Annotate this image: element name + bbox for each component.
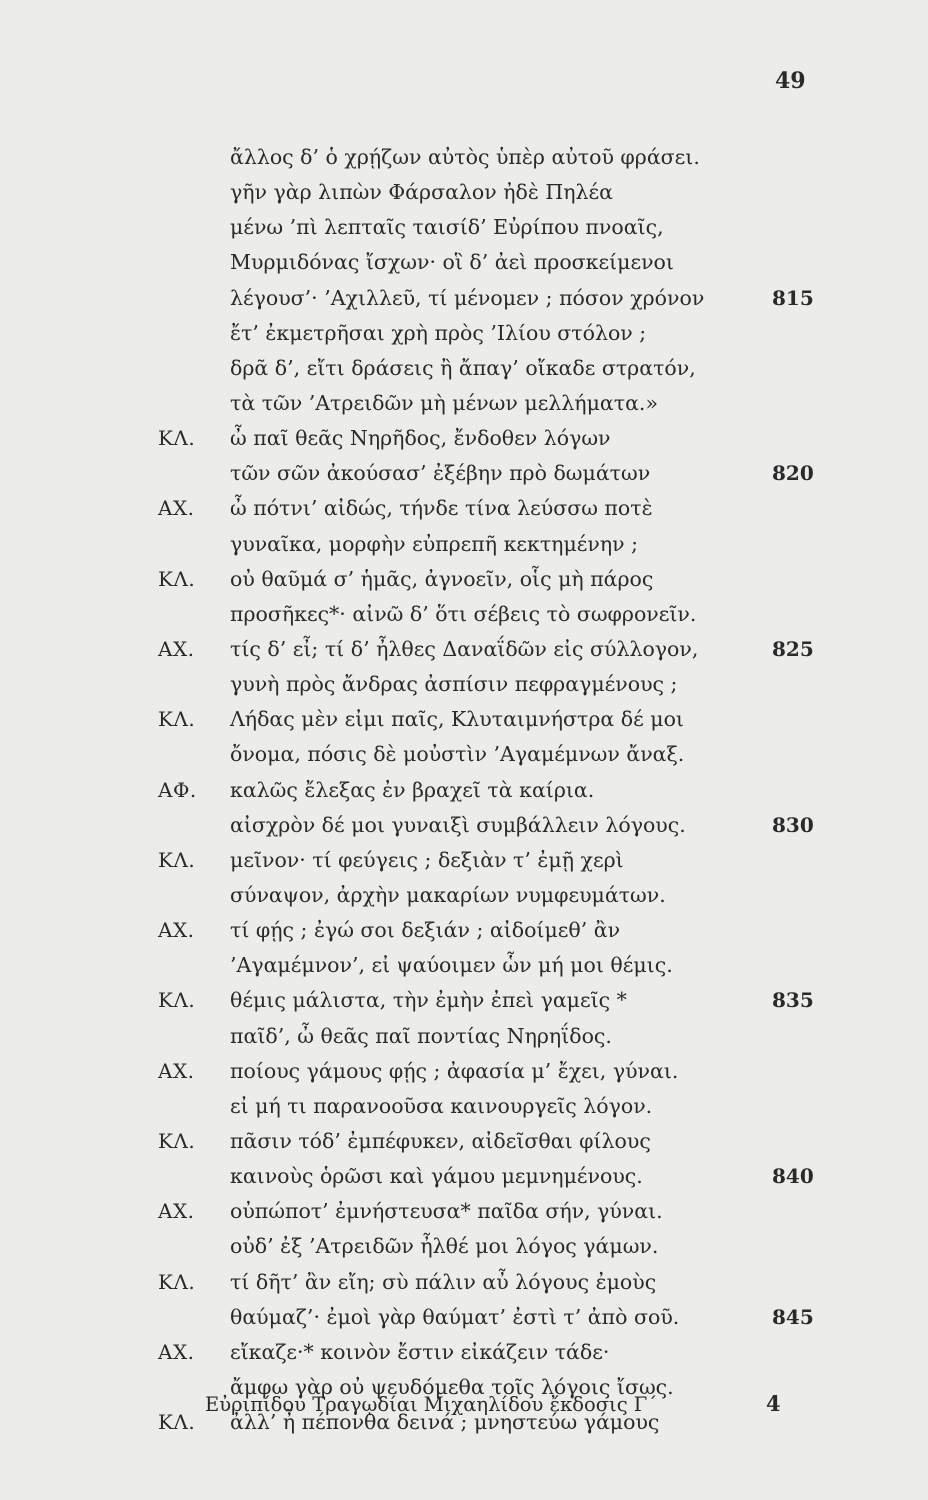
verse-text: οὐ θαῦμά σ’ ἡμᾶς, ἀγνοεῖν, οἷς μὴ πάρος	[230, 566, 654, 591]
line-number: 830	[772, 812, 814, 837]
verse-line	[0, 386, 928, 421]
speaker-label: ΑΧ.	[158, 918, 195, 943]
verse-text: οὐπώποτ’ ἐμνήστευσα* παῖδα σήν, γύναι.	[230, 1199, 663, 1224]
verse-line	[0, 983, 928, 1018]
verse-text: εἰ μή τι παρανοοῦσα καινουργεῖς λόγον.	[230, 1093, 653, 1118]
verse-text: γυνὴ πρὸς ἄνδρας ἀσπίσιν πεφραγμένους ;	[230, 672, 678, 697]
verse-line	[0, 562, 928, 597]
verse-line	[0, 1124, 928, 1159]
speaker-label: ΑΧ.	[158, 1058, 195, 1083]
speaker-label: ΚΛ.	[158, 566, 196, 591]
speaker-label: ΑΧ.	[158, 636, 195, 661]
verse-text: ὦ παῖ θεᾶς Νηρῆδος, ἔνδοθεν λόγων	[230, 426, 611, 451]
verse-line	[0, 175, 928, 210]
verse-line	[0, 843, 928, 878]
verse-text: θαύμαζ’· ἐμοὶ γὰρ θαύματ’ ἐστὶ τ’ ἀπὸ σοῦ.	[230, 1304, 680, 1329]
verse-text: δρᾶ δ’, εἴτι δράσεις ἢ ἄπαγ’ οἴκαδε στρατόν,	[230, 355, 696, 380]
speaker-label: ΑΧ.	[158, 496, 195, 521]
verse-text: τί δῆτ’ ἂν εἴη; σὺ πάλιν αὖ λόγους ἐμοὺς	[230, 1269, 657, 1294]
verse-text: αἰσχρὸν δέ μοι γυναιξὶ συμβάλλειν λόγους.	[230, 812, 686, 837]
verse-line	[0, 281, 928, 316]
verse-line	[0, 1194, 928, 1229]
verse-line	[0, 245, 928, 280]
verse-line	[0, 316, 928, 351]
speaker-label: ΚΛ.	[158, 426, 196, 451]
speaker-label: ΚΛ.	[158, 988, 196, 1013]
verse-text: ’Αγαμέμνον’, εἰ ψαύοιμεν ὧν μή μοι θέμις.	[230, 953, 673, 978]
verse-line	[0, 140, 928, 175]
line-number: 835	[772, 988, 814, 1013]
speaker-label: ΑΧ.	[158, 1339, 195, 1364]
verse-text: πᾶσιν τόδ’ ἐμπέφυκεν, αἰδεῖσθαι φίλους	[230, 1128, 651, 1153]
verse-text: τίς δ’ εἶ; τί δ’ ἦλθες Δαναΐδῶν εἰς σύλλογον,	[230, 636, 699, 661]
verse-text: μένω ’πὶ λεπταῖς ταισίδ’ Εὐρίπου πνοαῖς,	[230, 215, 664, 240]
verse-line	[0, 527, 928, 562]
verse-text: παῖδ’, ὦ θεᾶς παῖ ποντίας Νηρηΐδος.	[230, 1023, 612, 1048]
verse-line	[0, 632, 928, 667]
line-number: 845	[772, 1304, 814, 1329]
verse-line	[0, 948, 928, 983]
verse-line	[0, 1019, 928, 1054]
verse-line	[0, 456, 928, 491]
verse-text: ὄνομα, πόσις δὲ μοὐστὶν ’Αγαμέμνων ἄναξ.	[230, 742, 685, 767]
verse-text: τὰ τῶν ’Ατρειδῶν μὴ μένων μελλήματα.»	[230, 390, 658, 415]
verse-text: εἴκαζε·* κοινὸν ἔστιν εἰκάζειν τάδε·	[230, 1339, 610, 1364]
verse-text: ὦ πότνι’ αἰδώς, τήνδε τίνα λεύσσω ποτὲ	[230, 496, 653, 521]
speaker-label: ΑΧ.	[158, 1199, 195, 1224]
verse-line	[0, 597, 928, 632]
speaker-label: ΚΛ.	[158, 1269, 196, 1294]
verse-text: λέγουσ’· ’Αχιλλεῦ, τί μένομεν ; πόσον χρόνον	[230, 285, 705, 310]
verse-line	[0, 351, 928, 386]
verse-text: ποίους γάμους φῄς ; ἀφασία μ’ ἔχει, γύναι.	[230, 1058, 679, 1083]
verse-text: θέμις μάλιστα, τὴν ἐμὴν ἐπεὶ γαμεῖς *	[230, 988, 627, 1013]
verse-text: τῶν σῶν ἀκούσασ’ ἐξέβην πρὸ δωμάτων	[230, 461, 651, 486]
verse-line	[0, 878, 928, 913]
verse-line	[0, 421, 928, 456]
verse-text: ἀλλ’ ἦ πέπονθα δεινά ; μνηστεύω γάμους	[230, 1410, 660, 1435]
verse-text: μεῖνον· τί φεύγεις ; δεξιὰν τ’ ἐμῇ χερὶ	[230, 847, 624, 872]
verse-line	[0, 808, 928, 843]
verse-line	[0, 491, 928, 526]
verse-text: προσῆκες*· αἰνῶ δ’ ὅτι σέβεις τὸ σωφρονεῖν.	[230, 601, 697, 626]
verse-line	[0, 1229, 928, 1264]
verse-text: σύναψον, ἀρχὴν μακαρίων νυμφευμάτων.	[230, 882, 666, 907]
verse-text: καλῶς ἔλεξας ἐν βραχεῖ τὰ καίρια.	[230, 777, 595, 802]
verse-line	[0, 702, 928, 737]
line-number: 815	[772, 285, 814, 310]
verse-text: ἄμφω γὰρ οὐ ψευδόμεθα τοῖς λόγοις ἴσως.	[230, 1374, 674, 1399]
signature-mark: 4	[766, 1391, 781, 1416]
verse-text: Λήδας μὲν εἰμι παῖς, Κλυταιμνήστρα δέ μοι	[230, 707, 684, 732]
speaker-label: ΚΛ.	[158, 1128, 196, 1153]
verse-text: τί φῄς ; ἐγώ σοι δεξιάν ; αἰδοίμεθ’ ἂν	[230, 918, 621, 943]
verse-line	[0, 1054, 928, 1089]
verse-line	[0, 773, 928, 808]
speaker-label: ΚΛ.	[158, 1410, 196, 1435]
line-number: 820	[772, 461, 814, 486]
verse-line	[0, 913, 928, 948]
page-footer: Εὐριπίδου Τραγῳδίαι Μιχαηλίδου ἔκδοσις Γ΄	[205, 1393, 658, 1416]
verse-text: Μυρμιδόνας ἴσχων· οἳ δ’ ἀεὶ προσκείμενοι	[230, 250, 674, 275]
line-number: 825	[772, 636, 814, 661]
page-number: 49	[775, 68, 806, 94]
verse-text: ἄλλος δ’ ὁ χρῄζων αὐτὸς ὑπὲρ αὐτοῦ φράσει.	[230, 145, 700, 169]
verse-line	[0, 1265, 928, 1300]
speaker-label: ΚΛ.	[158, 707, 196, 732]
verse-lines	[0, 140, 928, 1440]
verse-line	[0, 667, 928, 702]
verse-text: ἔτ’ ἐκμετρῆσαι χρὴ πρὸς ’Ιλίου στόλον ;	[230, 320, 647, 345]
line-number: 840	[772, 1164, 814, 1189]
verse-line	[0, 1089, 928, 1124]
verse-line	[0, 1335, 928, 1370]
verse-line	[0, 210, 928, 245]
verse-text: γυναῖκα, μορφὴν εὐπρεπῆ κεκτημένην ;	[230, 531, 639, 556]
speaker-label: ΚΛ.	[158, 847, 196, 872]
verse-text: καινοὺς ὁρῶσι καὶ γάμου μεμνημένους.	[230, 1164, 643, 1189]
verse-text: οὐδ’ ἐξ ’Ατρειδῶν ἦλθέ μοι λόγος γάμων.	[230, 1234, 659, 1259]
verse-line	[0, 737, 928, 772]
speaker-label: ΑΦ.	[158, 777, 197, 802]
verse-line	[0, 1300, 928, 1335]
verse-text: γῆν γὰρ λιπὼν Φάρσαλον ἠδὲ Πηλέα	[230, 180, 613, 205]
verse-line	[0, 1159, 928, 1194]
